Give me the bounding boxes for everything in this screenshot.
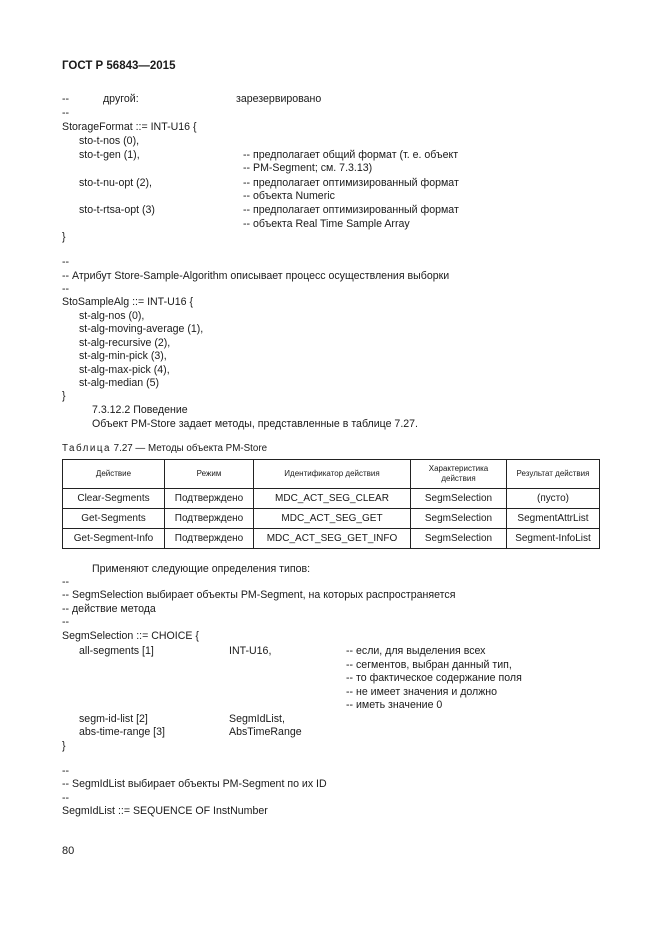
code-line: } bbox=[62, 390, 66, 402]
code-comment: -- предполагает общий формат (т. е. объект bbox=[243, 149, 459, 161]
paragraph: Применяют следующие определения типов: bbox=[92, 563, 311, 575]
code-line: -- bbox=[62, 576, 70, 588]
table-cell: Clear-Segments bbox=[63, 489, 165, 509]
page-number: 80 bbox=[62, 845, 75, 857]
code-comment: -- объекта Numeric bbox=[243, 190, 335, 202]
table-row bbox=[63, 489, 600, 509]
code-comment: -- если, для выделения всех bbox=[346, 645, 486, 657]
methods-table bbox=[62, 459, 600, 549]
code-line: -- Атрибут Store-Sample-Algorithm описывает процесс осуществления выборки bbox=[62, 270, 450, 282]
table-header-cell: Характеристика действия bbox=[411, 460, 507, 489]
code-comment: -- не имеет значения и должно bbox=[346, 686, 498, 698]
table-cell: SegmentAttrList bbox=[507, 509, 600, 529]
code-line: sto-t-nos (0), bbox=[79, 135, 140, 147]
code-comment: -- то фактическое содержание поля bbox=[346, 672, 522, 684]
code-line: segm-id-list [2] bbox=[79, 713, 148, 725]
code-line: -- действие метода bbox=[62, 603, 156, 615]
table-header-cell: Режим bbox=[165, 460, 254, 489]
table-cell: Подтверждено bbox=[165, 489, 254, 509]
code-line: -- SegmSelection выбирает объекты PM-Segment, на которых распространяется bbox=[62, 589, 456, 601]
code-line: -- bbox=[62, 616, 70, 628]
code-line: } bbox=[62, 231, 66, 243]
code-line: AbsTimeRange bbox=[229, 726, 302, 738]
code-line: abs-time-range [3] bbox=[79, 726, 165, 738]
table-row bbox=[63, 529, 600, 549]
code-line: SegmIdList ::= SEQUENCE OF InstNumber bbox=[62, 805, 268, 817]
code-line: st-alg-recursive (2), bbox=[79, 337, 171, 349]
code-line: другой: bbox=[103, 93, 139, 105]
table-caption-prefix: Таблица bbox=[62, 443, 111, 454]
table-cell: MDC_ACT_SEG_CLEAR bbox=[254, 489, 411, 509]
table-cell: Get-Segments bbox=[63, 509, 165, 529]
table-header-cell: Результат действия bbox=[507, 460, 600, 489]
code-line: SegmIdList, bbox=[229, 713, 285, 725]
code-line: -- bbox=[62, 792, 70, 804]
code-comment: -- предполагает оптимизированный формат bbox=[243, 177, 459, 189]
table-cell: Get-Segment-Info bbox=[63, 529, 165, 549]
code-line: st-alg-min-pick (3), bbox=[79, 350, 167, 362]
code-comment: -- предполагает оптимизированный формат bbox=[243, 204, 459, 216]
table-header-row bbox=[63, 460, 600, 489]
table-cell: Подтверждено bbox=[165, 509, 254, 529]
table-cell: (пусто) bbox=[507, 489, 600, 509]
document-header: ГОСТ Р 56843—2015 bbox=[62, 60, 176, 72]
table-cell: SegmSelection bbox=[411, 509, 507, 529]
code-line: sto-t-rtsa-opt (3) bbox=[79, 204, 155, 216]
code-line: -- bbox=[62, 283, 70, 295]
code-line: -- bbox=[62, 256, 70, 268]
code-line: INT-U16, bbox=[229, 645, 272, 657]
table-header-cell: Идентификатор действия bbox=[254, 460, 411, 489]
code-line: -- bbox=[62, 93, 70, 105]
code-line: st-alg-moving-average (1), bbox=[79, 323, 204, 335]
table-cell: MDC_ACT_SEG_GET bbox=[254, 509, 411, 529]
table-cell: SegmSelection bbox=[411, 529, 507, 549]
code-line: sto-t-nu-opt (2), bbox=[79, 177, 153, 189]
code-line: -- bbox=[62, 765, 70, 777]
code-line: all-segments [1] bbox=[79, 645, 154, 657]
code-line: зарезервировано bbox=[236, 93, 322, 105]
code-line: StoSampleAlg ::= INT-U16 { bbox=[62, 296, 194, 308]
table-cell: Подтверждено bbox=[165, 529, 254, 549]
code-line: st-alg-median (5) bbox=[79, 377, 160, 389]
table-cell: Segment-InfoList bbox=[507, 529, 600, 549]
table-row bbox=[63, 509, 600, 529]
code-comment: -- PM-Segment; см. 7.3.13) bbox=[243, 162, 373, 174]
code-comment: -- сегментов, выбран данный тип, bbox=[346, 659, 512, 671]
section-text: Объект PM-Store задает методы, представленные в таблице 7.27. bbox=[92, 418, 418, 430]
code-line: StorageFormat ::= INT-U16 { bbox=[62, 121, 197, 133]
table-cell: MDC_ACT_SEG_GET_INFO bbox=[254, 529, 411, 549]
code-line: st-alg-nos (0), bbox=[79, 310, 145, 322]
code-line: -- bbox=[62, 107, 70, 119]
code-line: -- SegmIdList выбирает объекты PM-Segment по их ID bbox=[62, 778, 327, 790]
section-heading: 7.3.12.2 Поведение bbox=[92, 404, 188, 416]
code-line: st-alg-max-pick (4), bbox=[79, 364, 170, 376]
table-cell: SegmSelection bbox=[411, 489, 507, 509]
code-line: SegmSelection ::= CHOICE { bbox=[62, 630, 199, 642]
code-comment: -- иметь значение 0 bbox=[346, 699, 443, 711]
table-caption-title: 7.27 — Методы объекта PM-Store bbox=[110, 443, 268, 454]
table-header-cell: Действие bbox=[63, 460, 165, 489]
code-comment: -- объекта Real Time Sample Array bbox=[243, 218, 410, 230]
code-line: } bbox=[62, 740, 66, 752]
table-caption bbox=[62, 443, 267, 454]
code-line: sto-t-gen (1), bbox=[79, 149, 140, 161]
